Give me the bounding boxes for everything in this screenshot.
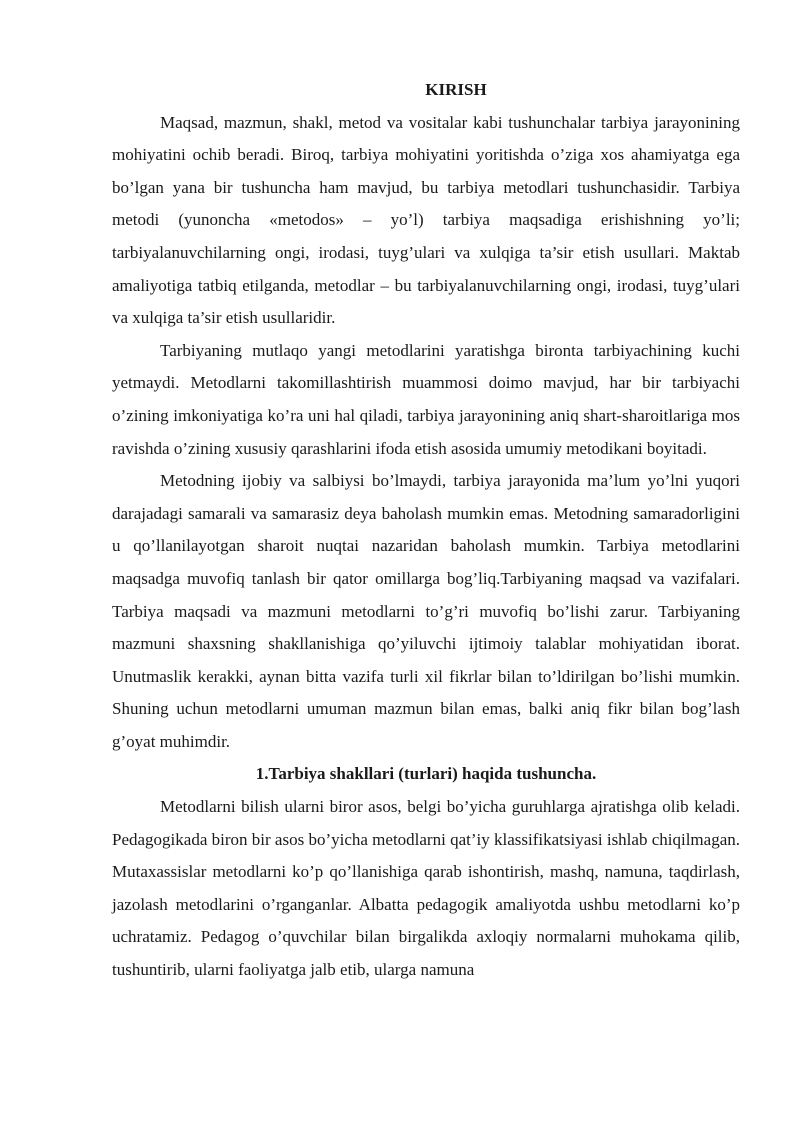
paragraph: Metodning ijobiy va salbiysi bo’lmaydi, tarbiya jarayonida ma’lum yo’lni yuqori darajadagi samarali va samarasiz deya baholash mumkin emas. Metodning samaradorligini u qo’llanilayotgan sharoit nuqtai nazaridan baholash mumkin. Tarbiya metodlarini maqsadga muvofiq tanlash bir qator omillarga bog’liq.Tarbiyaning maqsad va vazifalari. Tarbiya maqsadi va mazmuni metodlarni to’g’ri muvofiq bo’lishi zarur. Tarbiyaning mazmuni shaxsning shakllanishiga qo’yiluvchi ijtimoiy talablar mohiyatidan iborat. Unutmaslik kerakki, aynan bitta vazifa turli xil fikrlar bilan to’ldirilgan bo’lishi mumkin. Shuning uchun metodlarni umuman mazmun bilan emas, balki aniq fikr bilan bog’lash g’oyat muhimdir. [112,471,740,751]
paragraph: Metodlarni bilish ularni biror asos, belgi bo’yicha guruhlarga ajratishga olib keladi. Pedagogikada biron bir asos bo’yicha metodlarni qat’iy klassifikatsiyasi ishlab chiqilmagan. Mutaxassislar metodlarni ko’p qo’llanishiga qarab ishontirish, mashq, namuna, taqdirlash, jazolash metodlarini o’rganganlar. Albatta pedagogik amaliyotda ushbu metodlarni ko’p uchratamiz. Pedagog o’quvchilar bilan birgalikda axloqiy normalarni muhokama qilib, tushuntirib, ularni faoliyatga jalb etib, ularga namuna [112,797,740,980]
document-title: KIRISH [425,80,487,99]
paragraph: Maqsad, mazmun, shakl, metod va vositalar kabi tushunchalar tarbiya jarayonining mohiyatini ochib beradi. Biroq, tarbiya mohiyatini yoritishda o’ziga xos ahamiyatga ega bo’lgan yana bir tushuncha ham mavjud, bu tarbiya metodlari tushunchasidir. Tarbiya metodi (yunoncha «metodos» – yo’l) tarbiya maqsadiga erishishning yo’li; tarbiyalanuvchilarning ongi, irodasi, tuyg’ulari va xulqiga ta’sir etish usullari. Maktab amaliyotiga tatbiq etilganda, metodlar – bu tarbiyalanuvchilarning ongi, irodasi, tuyg’ulari va xulqiga ta’sir etish usullaridir. [112,112,740,328]
paragraph: Tarbiyaning mutlaqo yangi metodlarini yaratishga bironta tarbiyachining kuchi yetmaydi. Metodlarni takomillashtirish muammosi doimo mavjud, har bir tarbiyachi o’zining imkoniyatiga ko’ra uni hal qiladi, tarbiya jarayonining aniq shart-sharoitlariga mos ravishda o’zining xususiy qarashlarini ifoda etish asosida umumiy metodikani boyitadi. [112,340,740,458]
section-heading: 1.Tarbiya shakllari (turlari) haqida tushuncha. [255,764,597,784]
document-page [112,74,740,987]
